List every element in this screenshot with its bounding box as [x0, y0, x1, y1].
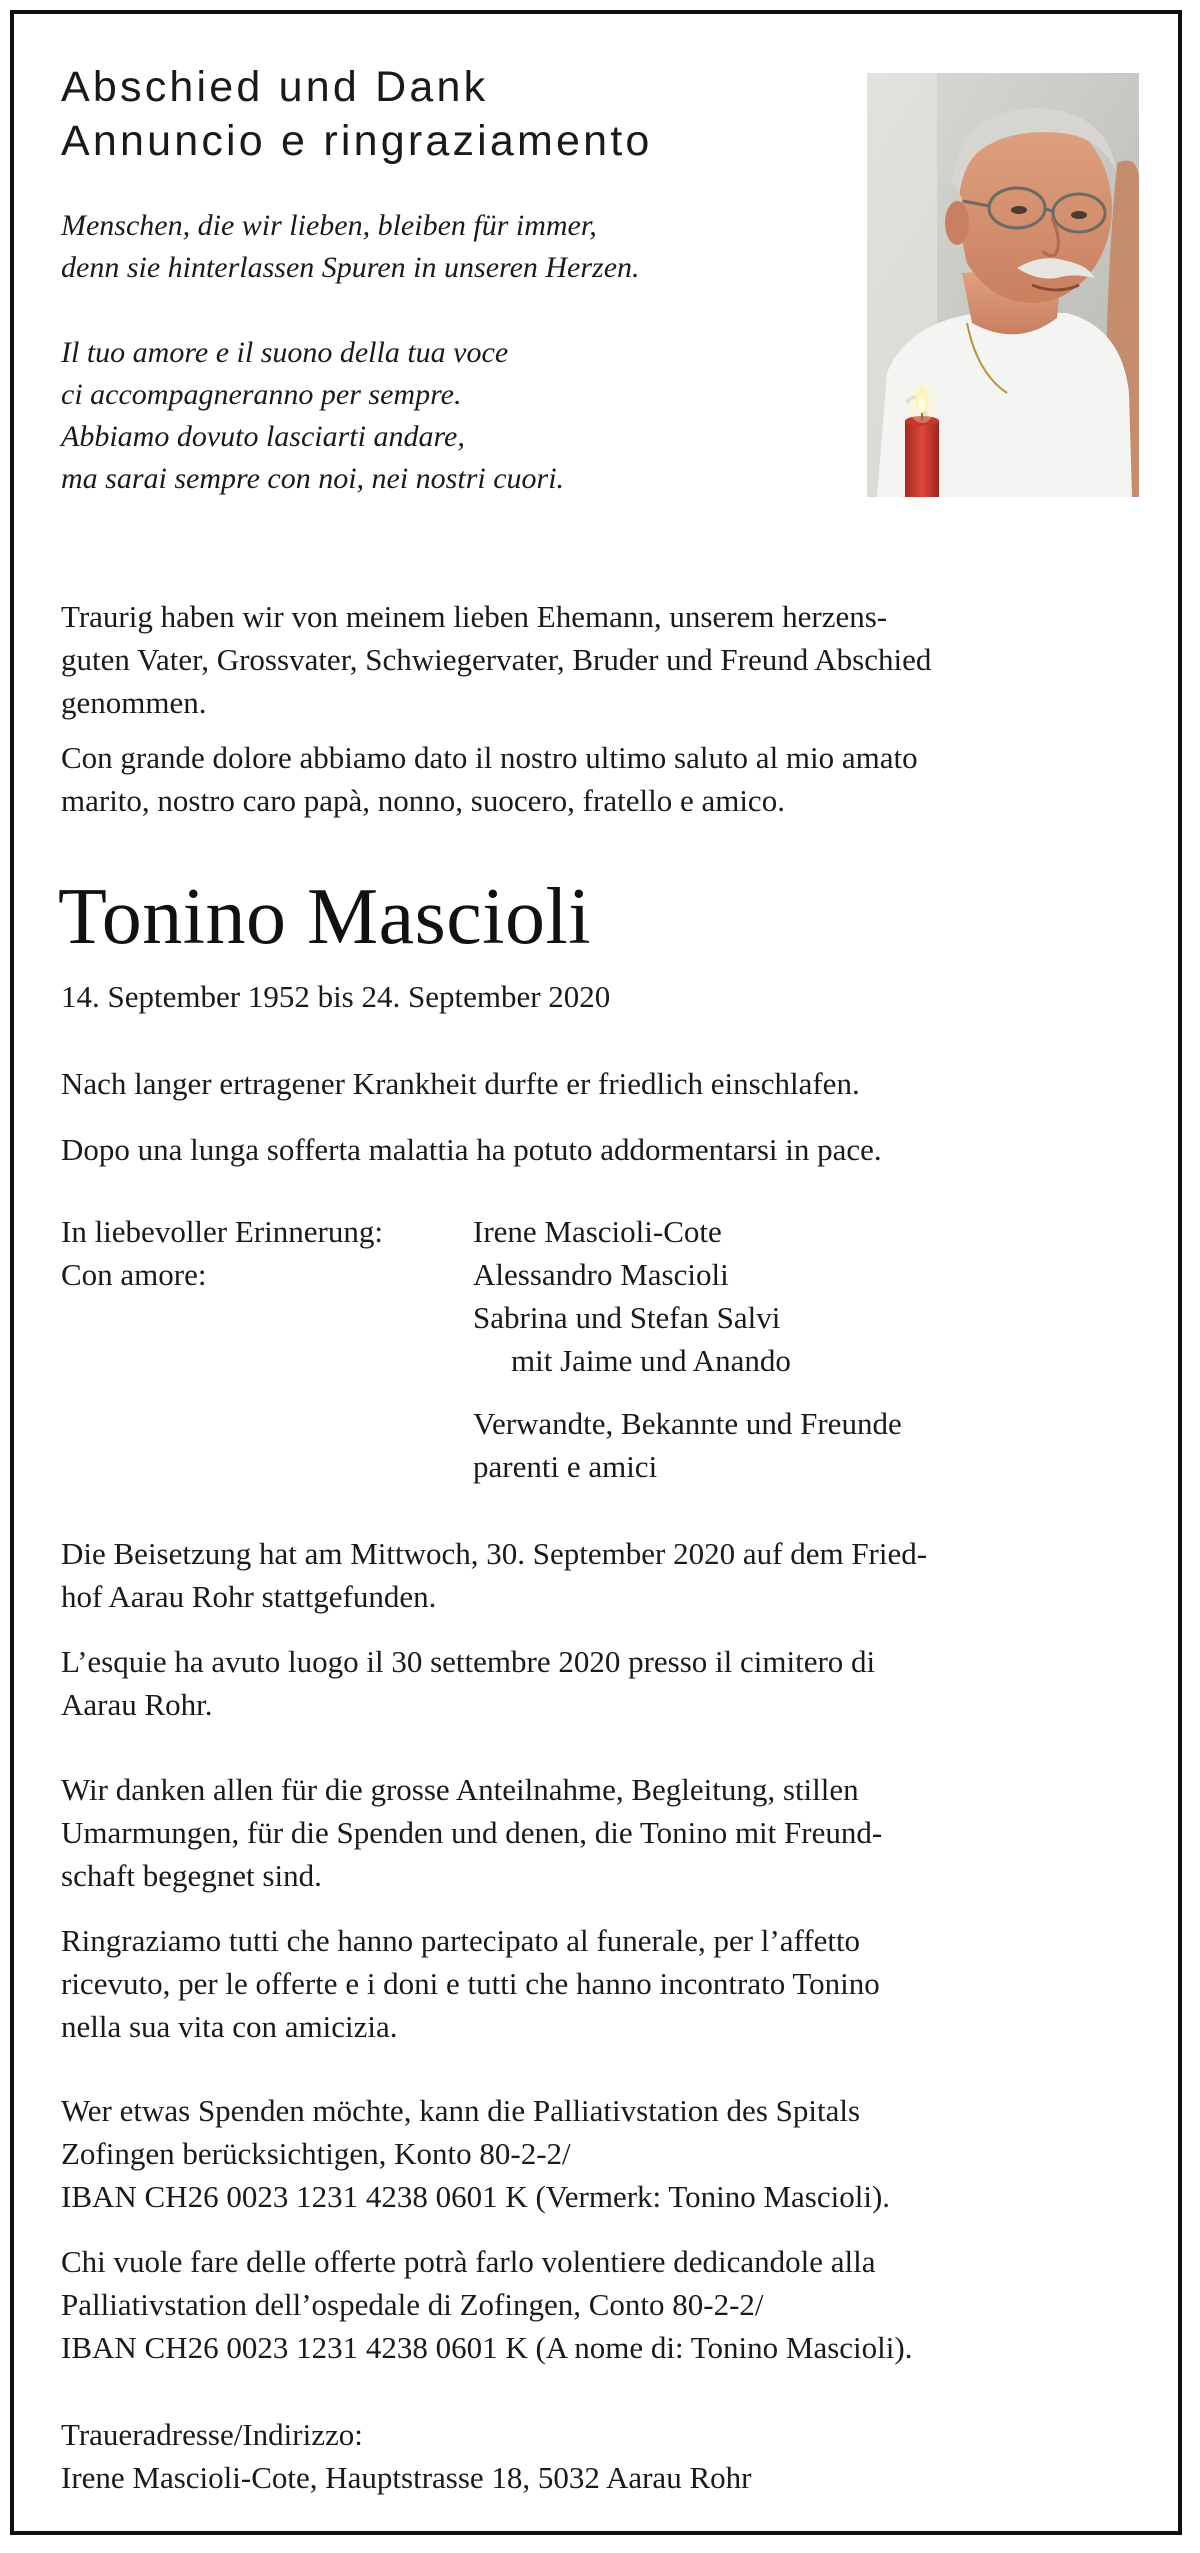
signature-name: Sabrina und Stefan Salvi: [473, 1300, 781, 1335]
signature-label-it: Con amore:: [61, 1257, 207, 1292]
donations-de: [61, 2089, 1151, 2218]
signature-relatives: parenti e amici: [473, 1449, 658, 1484]
text-line: Chi vuole fare delle offerte potrà farlo volentiere dedicandole alla: [61, 2244, 876, 2279]
intro-de: [61, 595, 1151, 724]
text-line: Wer etwas Spenden möchte, kann die Palliativstation des Spitals: [61, 2093, 861, 2128]
poem-line: ci accompagneranno per sempre.: [61, 378, 462, 411]
poem-line: Menschen, die wir lieben, bleiben für immer,: [61, 209, 597, 242]
header: [61, 60, 841, 168]
poem-line: denn sie hinterlassen Spuren in unseren Herzen.: [61, 251, 640, 284]
text-line: Traurig haben wir von meinem lieben Ehemann, unserem herzens-: [61, 599, 888, 634]
burial-section: [61, 1532, 1151, 1726]
passing-it: Dopo una lunga sofferta malattia ha potuto addormentarsi in pace.: [61, 1132, 882, 1167]
passing-section: [61, 1062, 1151, 1171]
text-line: Wir danken allen für die grosse Anteilnahme, Begleitung, stillen: [61, 1772, 859, 1807]
intro-it: [61, 736, 1151, 822]
text-line: nella sua vita con amicizia.: [61, 2009, 398, 2044]
thanks-it: [61, 1919, 1151, 2048]
text-line: Die Beisetzung hat am Mittwoch, 30. September 2020 auf dem Fried-: [61, 1536, 928, 1571]
address-line: Irene Mascioli-Cote, Hauptstrasse 18, 5032 Aarau Rohr: [61, 2460, 752, 2495]
text-line: schaft begegnet sind.: [61, 1858, 322, 1893]
address-section: [61, 2413, 1151, 2499]
iban-line: IBAN CH26 0023 1231 4238 0601 K (Vermerk: Tonino Mascioli).: [61, 2179, 891, 2214]
poem-stanza-de: [61, 205, 841, 289]
text-line: L’esquie ha avuto luogo il 30 settembre 2020 presso il cimitero di: [61, 1644, 876, 1679]
poem: [61, 205, 841, 543]
signature-name: mit Jaime und Anando: [511, 1343, 791, 1378]
poem-line: Abbiamo dovuto lasciarti andare,: [61, 420, 465, 453]
header-title-de: Abschied und Dank: [61, 63, 489, 111]
text-line: hof Aarau Rohr stattgefunden.: [61, 1579, 437, 1614]
text-line: Con grande dolore abbiamo dato il nostro ultimo saluto al mio amato: [61, 740, 918, 775]
text-line: genommen.: [61, 685, 207, 720]
poem-stanza-it: [61, 332, 841, 500]
thanks-de: [61, 1768, 1151, 1897]
signature-label-de: In liebevoller Erinnerung:: [61, 1214, 383, 1249]
portrait-photo: [867, 73, 1139, 497]
dates-text: 14. September 1952 bis 24. September 2020: [61, 979, 611, 1014]
text-line: Aarau Rohr.: [61, 1687, 213, 1722]
signature-relatives: Verwandte, Bekannte und Freunde: [473, 1406, 902, 1441]
donations-it: [61, 2240, 1151, 2369]
burial-de: [61, 1532, 1151, 1618]
text-line: Umarmungen, für die Spenden und denen, die Tonino mit Freund-: [61, 1815, 883, 1850]
signature-names: [473, 1210, 1153, 1488]
portrait-illustration: [867, 73, 1139, 497]
iban-line: IBAN CH26 0023 1231 4238 0601 K (A nome di: Tonino Mascioli).: [61, 2330, 913, 2365]
text-line: marito, nostro caro papà, nonno, suocero, fratello e amico.: [61, 783, 785, 818]
text-line: guten Vater, Grossvater, Schwiegervater, Bruder und Freund Abschied: [61, 642, 932, 677]
signature-name: Alessandro Mascioli: [473, 1257, 729, 1292]
poem-line: ma sarai sempre con noi, nei nostri cuori.: [61, 462, 565, 495]
poem-line: Il tuo amore e il suono della tua voce: [61, 336, 509, 369]
intro-section: [61, 595, 1151, 822]
text-line: Palliativstation dell’ospedale di Zofingen, Conto 80-2-2/: [61, 2287, 764, 2322]
burial-it: [61, 1640, 1151, 1726]
life-dates: [61, 975, 1151, 1018]
thanks-section: [61, 1768, 1151, 2048]
address-label: Traueradresse/Indirizzo:: [61, 2417, 363, 2452]
passing-de: Nach langer ertragener Krankheit durfte er friedlich einschlafen.: [61, 1066, 860, 1101]
deceased-name: Tonino Mascioli: [58, 873, 591, 961]
donations-section: [61, 2089, 1151, 2369]
text-line: Zofingen berücksichtigen, Konto 80-2-2/: [61, 2136, 571, 2171]
text-line: ricevuto, per le offerte e i doni e tutti che hanno incontrato Tonino: [61, 1966, 880, 2001]
text-line: Ringraziamo tutti che hanno partecipato al funerale, per l’affetto: [61, 1923, 861, 1958]
signature-name: Irene Mascioli-Cote: [473, 1214, 722, 1249]
header-title-it: Annuncio e ringraziamento: [61, 117, 653, 165]
